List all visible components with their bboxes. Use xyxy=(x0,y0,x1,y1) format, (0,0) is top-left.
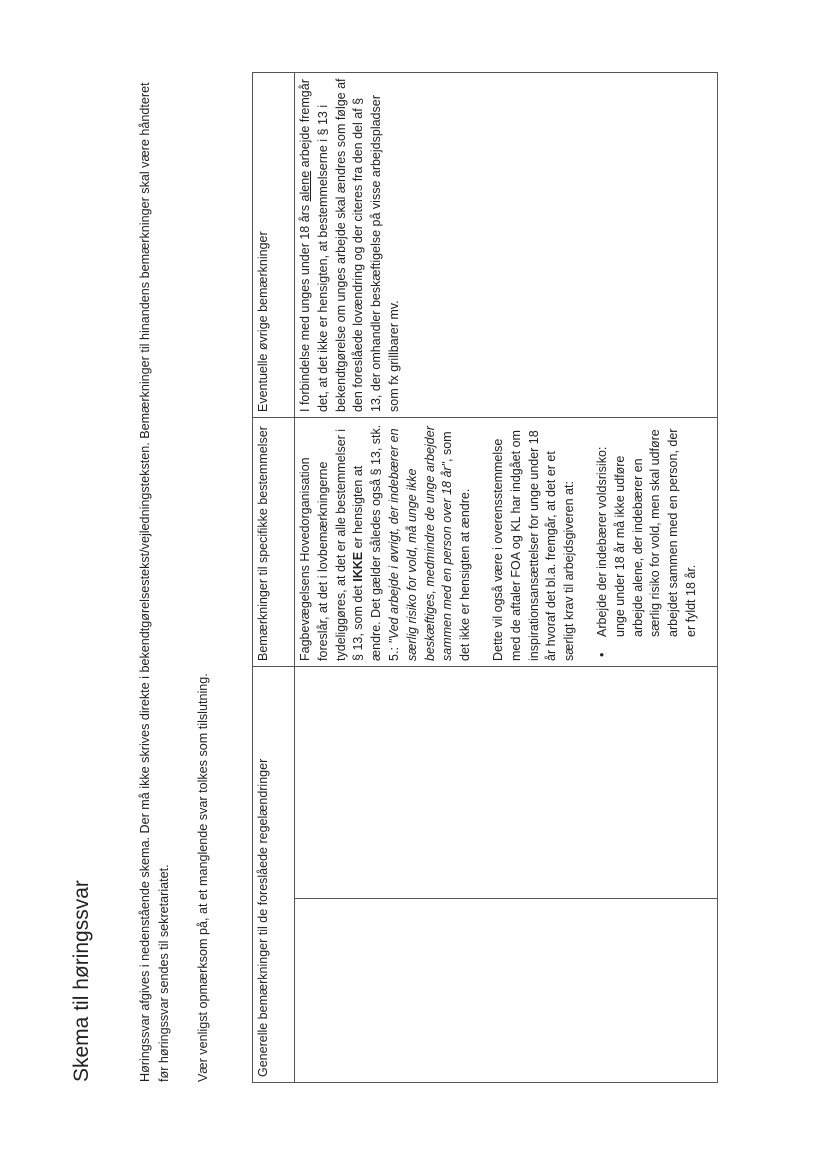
cell-general-left[interactable] xyxy=(295,899,718,1083)
intro-note: Vær venligst opmærksom på, at et manglende svar tolkes som tilslutning. xyxy=(196,673,210,1082)
intro-text xyxy=(136,72,213,1082)
specific-paragraph-1 xyxy=(297,423,475,661)
bullet-marker: • xyxy=(594,652,609,657)
cell-general-right[interactable] xyxy=(295,666,718,898)
header-general: Generelle bemærkninger til de foreslåede regelændringer xyxy=(253,666,295,1082)
specific-paragraph-2: Dette vil også være i overensstemmelse med de aftaler FOA og KL har indgået om inspirationsansættelser for unge under 18 år hvoraf det bl.a. fremgår, at det er et særligt krav til arbejdsgiveren at: xyxy=(490,430,577,661)
page-title: Skema til høringssvar xyxy=(70,880,93,1082)
italic-quote: "Ved arbejde i øvrigt, der indebærer en særlig risiko for vold, må unge ikke beskæftiges, medmindre de unge arbejder sammen med en person over 18 år" xyxy=(386,426,455,661)
text-segment: arbejde fremgår det, at det ikke er hensigten, at bestemmelserne i § 13 i bekendtgørelse om unges arbejde skal ændres som følge af den foreslåede lovændring og der citeres fra den del af § 13, der omhandler beskæftigelse på visse arbejdspladser som fx grillbarer mv. xyxy=(298,78,401,412)
header-row xyxy=(253,72,295,1082)
text-segment: er hensigten at ændre. Det gælder således også § 13, stk. 5.: xyxy=(351,424,401,661)
text-segment: Fagbevægelsens Hovedorganisation foreslår, at det i lovbemærkningerne tydeliggøres, at det er alle bestemmelser i § 13, som det xyxy=(298,428,366,661)
bold-text: IKKE xyxy=(351,551,366,582)
header-specific: Bemærkninger til specifikke bestemmelser xyxy=(253,417,295,666)
response-table xyxy=(252,72,718,1083)
content-row xyxy=(295,72,718,1082)
bullet-text: Arbejde der indebærer voldsrisiko: unge under 18 år må ikke udføre arbejde alene, der indebærer en særlig risiko for vold, men skal udføre arbejdet sammen med en person, der er fyldt 18 år. xyxy=(594,428,698,637)
bullet-item xyxy=(594,423,701,661)
text-segment: I forbindelse med unges under 18 års xyxy=(298,201,312,412)
cell-specific[interactable] xyxy=(295,417,718,666)
cell-other[interactable] xyxy=(295,72,718,417)
intro-paragraph: Høringssvar afgives i nedenstående skema. Der må ikke skrives direkte i bekendtgørelsestekst/vejledningsteksten. Bemærkninger til hinandens bemærkninger skal være håndteret før høringssvar sendes til sekretariatet. xyxy=(138,82,171,1082)
bullet-list xyxy=(594,423,701,661)
text-segment: , som det ikke er hensigten at ændre. xyxy=(440,431,473,661)
header-other: Eventuelle øvrige bemærkninger xyxy=(253,72,295,417)
underlined-text: alene xyxy=(298,170,312,202)
